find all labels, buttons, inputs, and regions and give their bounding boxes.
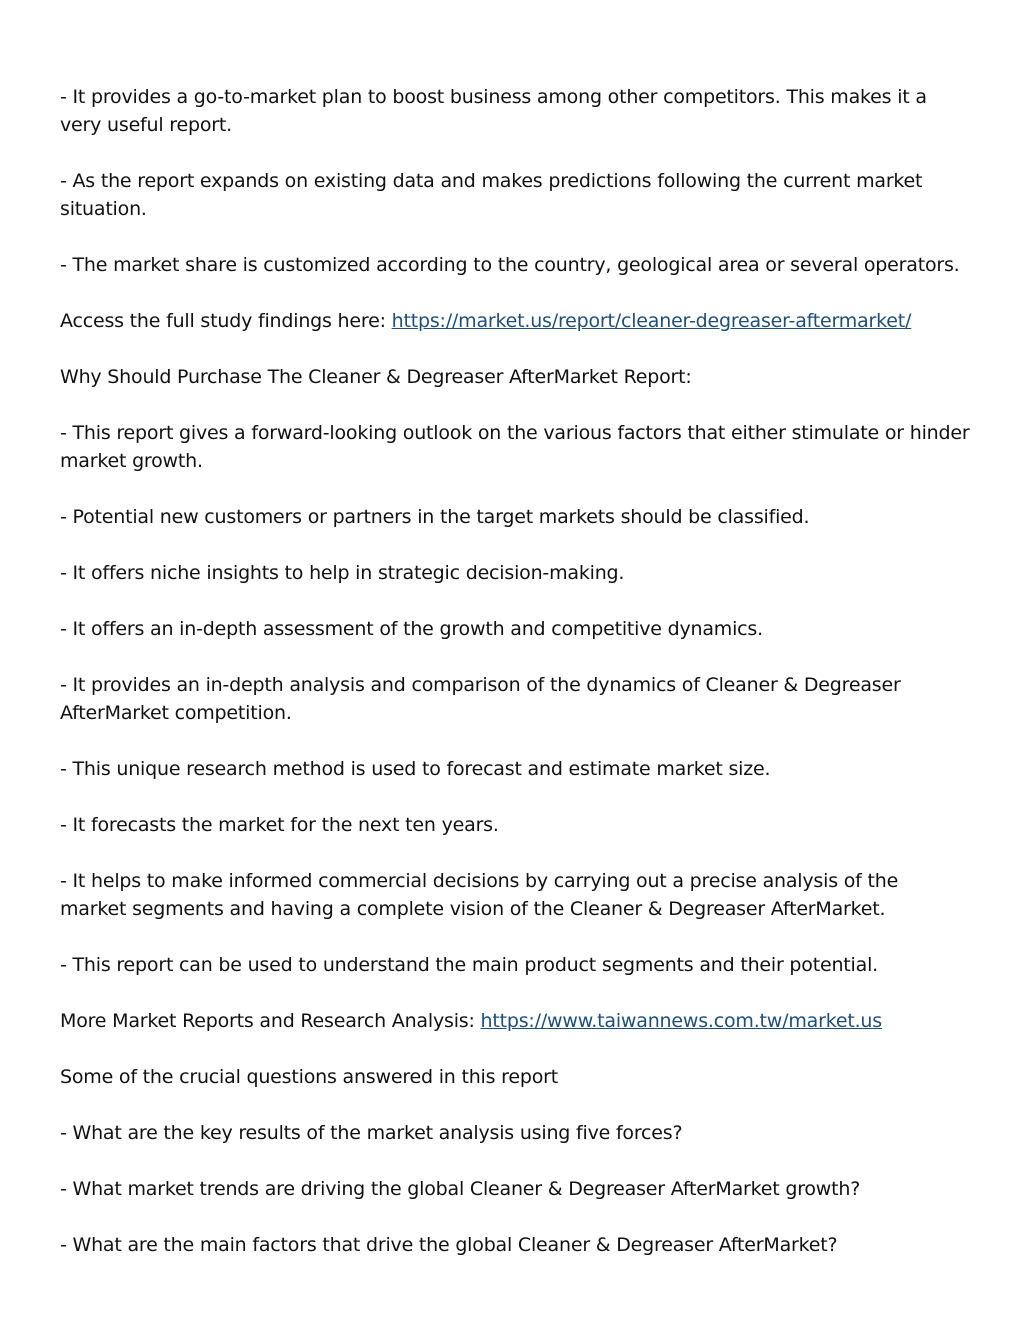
paragraph: - The market share is customized according to the country, geological area or several operators. [60,254,960,276]
section-heading: Some of the crucial questions answered in this report [60,1066,559,1088]
paragraph: - It offers niche insights to help in strategic decision-making. [60,562,625,584]
paragraph: - What are the main factors that drive the global Cleaner & Degreaser AfterMarket? [60,1234,838,1256]
paragraph: - This report gives a forward-looking outlook on the various factors that either stimulate or hinder market growth. [60,422,970,472]
paragraph: - It provides an in-depth analysis and comparison of the dynamics of Cleaner & Degreaser AfterMarket competition. [60,674,901,724]
more-reports-paragraph [60,1007,970,1035]
study-findings-link[interactable]: https://market.us/report/cleaner-degreaser-aftermarket/ [391,310,912,332]
link-prefix: Access the full study findings here: [60,310,392,332]
paragraph: - It offers an in-depth assessment of the growth and competitive dynamics. [60,618,763,640]
paragraph: - It helps to make informed commercial decisions by carrying out a precise analysis of the market segments and having a complete vision of the Cleaner & Degreaser AfterMarket. [60,870,899,920]
link-prefix: More Market Reports and Research Analysis: [60,1010,481,1032]
paragraph: - As the report expands on existing data and makes predictions following the current market situation. [60,170,923,220]
study-findings-paragraph [60,307,970,335]
section-heading: Why Should Purchase The Cleaner & Degreaser AfterMarket Report: [60,366,692,388]
paragraph: - Potential new customers or partners in the target markets should be classified. [60,506,810,528]
paragraph: - It forecasts the market for the next ten years. [60,814,499,836]
paragraph: - What are the key results of the market analysis using five forces? [60,1122,683,1144]
paragraph: - What market trends are driving the global Cleaner & Degreaser AfterMarket growth? [60,1178,861,1200]
more-reports-link[interactable]: https://www.taiwannews.com.tw/market.us [480,1010,882,1032]
paragraph: - This report can be used to understand the main product segments and their potential. [60,954,878,976]
paragraph: - This unique research method is used to forecast and estimate market size. [60,758,771,780]
paragraph: - It provides a go-to-market plan to boost business among other competitors. This makes it a very useful report. [60,86,927,136]
document-body [60,83,970,1287]
